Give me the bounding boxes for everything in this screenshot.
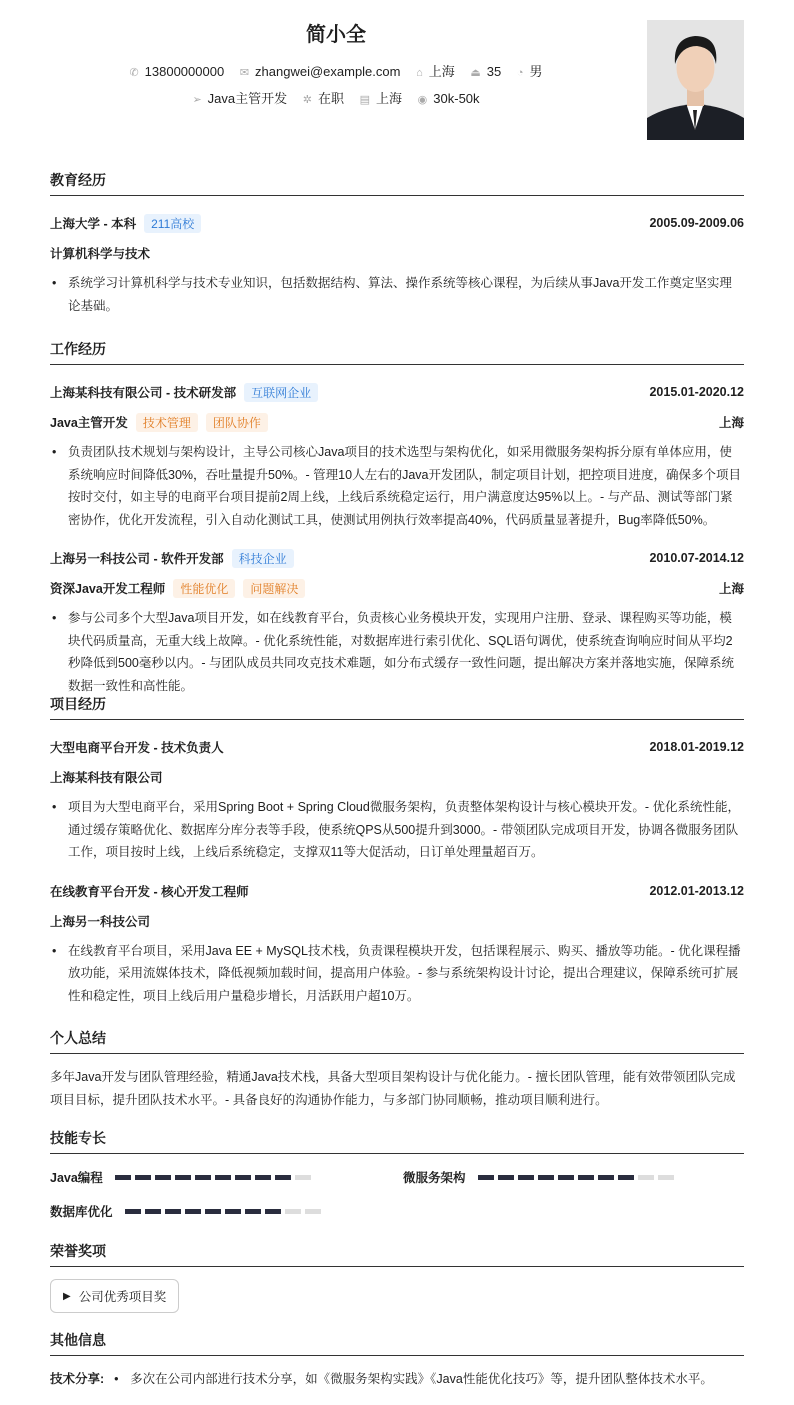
age: 35 (486, 64, 502, 79)
skill-segment-filled (235, 1175, 251, 1180)
role-tag: 技术管理 (136, 413, 198, 432)
education-section (50, 170, 744, 317)
gender-icon: ◔ (516, 67, 524, 79)
skill-segment-filled (225, 1209, 241, 1214)
skill-segment-empty (658, 1175, 674, 1180)
school: 上海大学 - 本科 (50, 217, 137, 231)
project-company: 上海某科技有限公司 (50, 771, 163, 785)
work-item (50, 543, 744, 697)
skill-segment-filled (265, 1209, 281, 1214)
skill-segment-filled (145, 1209, 161, 1214)
role-tag: 问题解决 (243, 579, 305, 598)
role-tag: 性能优化 (173, 579, 235, 598)
project-item (50, 876, 744, 1008)
position: Java主管开发 (207, 91, 288, 106)
section-title: 荣誉奖项 (50, 1241, 744, 1267)
work-item (50, 377, 744, 531)
skill-level-bar (125, 1209, 321, 1214)
skill-segment-filled (135, 1175, 151, 1180)
contact-info (0, 61, 672, 80)
skill-name: 数据库优化 (50, 1205, 113, 1219)
skill-segment-filled (115, 1175, 131, 1180)
section-title: 其他信息 (50, 1330, 744, 1356)
section-title: 技能专长 (50, 1128, 744, 1154)
salary: 30k-50k (433, 91, 480, 106)
work-desc: • 参与公司多个大型Java项目开发，如在线教育平台，负责核心业务模块开发，实现用户注册、登录、课程购买等功能，模块代码质量高，无重大线上故障。- 优化系统性能，对数据库进行索引优化、SQL语句调优，使系统查询响应时间从平均2秒降低到500毫秒以内。- 与团队成员共同攻克技术难题，如分布式缓存一致性问题，提出解决方案并落地实施，保障系统数据一致性和高性能。 (50, 607, 744, 697)
skill-level-bar (478, 1175, 674, 1180)
candidate-name: 简小全 (306, 24, 366, 46)
work-city: 上海 (718, 582, 744, 596)
skill-segment-filled (255, 1175, 271, 1180)
project-desc: • 在线教育平台项目，采用Java EE + MySQL技术栈，负责课程模块开发，包括课程展示、购买、播放等功能。- 优化课程播放功能，采用流媒体技术，降低视频加载时间，提高用户体验。- 参与系统架构设计讨论，提出合理建议，保障系统可扩展性和稳定性，项目上线后用户量稳步增长，月活跃用户超10万。 (50, 940, 744, 1008)
project-name: 大型电商平台开发 - 技术负责人 (50, 741, 224, 755)
company: 上海另一科技公司 - 软件开发部 (50, 552, 224, 566)
skill-segment-filled (165, 1209, 181, 1214)
role: 资深Java开发工程师 (50, 582, 166, 596)
cake-icon: ⏏ (470, 67, 481, 79)
skill-segment-filled (215, 1175, 231, 1180)
skill-segment-empty (295, 1175, 311, 1180)
building-icon: ▤ (359, 94, 371, 106)
status: 在职 (317, 91, 344, 106)
section-title: 项目经历 (50, 694, 744, 720)
skill-segment-filled (498, 1175, 514, 1180)
phone-icon: ✆ (129, 67, 139, 79)
section-title: 工作经历 (50, 339, 744, 365)
skills-section (50, 1128, 744, 1228)
project-date: 2012.01-2013.12 (649, 883, 744, 898)
skill-segment-filled (578, 1175, 594, 1180)
project-desc: • 项目为大型电商平台，采用Spring Boot + Spring Cloud微服务架构，负责整体架构设计与核心模块开发。- 优化系统性能，通过缓存策略优化、数据库分库分表等手段，使系统QPS从500提升到3000。- 带领团队完成项目开发，协调各微服务团队工作，项目按时上线，上线后系统稳定，支撑双11等大促活动，日订单处理量超百万。 (50, 796, 744, 864)
send-icon: ➢ (192, 94, 202, 106)
skill-segment-filled (205, 1209, 221, 1214)
company-tag: 互联网企业 (244, 383, 318, 402)
status-icon: ✲ (302, 94, 312, 106)
work-section (50, 339, 744, 697)
major: 计算机科学与技术 (50, 247, 151, 261)
skill-segment-filled (185, 1209, 201, 1214)
company-tag: 科技企业 (232, 549, 294, 568)
skill-segment-filled (478, 1175, 494, 1180)
summary-text: 多年Java开发与团队管理经验，精通Java技术栈，具备大型项目架构设计与优化能力。- 擅长团队管理，能有效带领团队完成项目目标，提升团队技术水平。- 具备良好的沟通协作能力，与多部门协同顺畅，推动项目顺利进行。 (50, 1070, 736, 1107)
work-date: 2010.07-2014.12 (649, 551, 744, 565)
skill-segment-filled (558, 1175, 574, 1180)
edu-desc: • 系统学习计算机科学与技术专业知识，包括数据结构、算法、操作系统等核心课程，为后续从事Java开发工作奠定坚实理论基础。 (50, 272, 744, 317)
skill-segment-filled (245, 1209, 261, 1214)
home-icon: ⌂ (416, 67, 423, 79)
project-name: 在线教育平台开发 - 核心开发工程师 (50, 884, 249, 899)
work-desc: • 负责团队技术规划与架构设计，主导公司核心Java项目的技术选型与架构优化，如采用微服务架构拆分原有单体应用，使系统响应时间降低30%，吞吐量提升50%。- 管理10人左右的Java开发团队，制定项目计划，把控项目进度，确保多个项目按时交付，如主导的电商平台项目提前2周上线，上线后系统稳定运行，用户满意度达95%以上。- 与产品、测试等部门紧密协作，优化开发流程，引入自动化测试工具，使测试用例执行效率提高40%，代码质量显著提升，Bug率降低50%。 (50, 441, 744, 531)
skill-segment-filled (618, 1175, 634, 1180)
role-tag: 团队协作 (206, 413, 268, 432)
award-name: 公司优秀项目奖 (78, 1290, 167, 1304)
skill-segment-filled (275, 1175, 291, 1180)
award-item[interactable] (50, 1279, 179, 1313)
skill-segment-empty (638, 1175, 654, 1180)
section-title: 教育经历 (50, 170, 744, 196)
section-title: 个人总结 (50, 1028, 744, 1054)
role: Java主管开发 (50, 416, 128, 430)
phone: 13800000000 (144, 64, 225, 79)
skill-segment-empty (285, 1209, 301, 1214)
project-date: 2018.01-2019.12 (649, 740, 744, 754)
skill-segment-filled (155, 1175, 171, 1180)
skill-item (50, 1168, 311, 1186)
salary-icon: ◉ (417, 94, 428, 106)
project-item (50, 732, 744, 864)
skill-name: Java编程 (50, 1171, 103, 1185)
skill-segment-filled (195, 1175, 211, 1180)
project-section (50, 694, 744, 1007)
skill-segment-filled (598, 1175, 614, 1180)
awards-section (50, 1241, 744, 1313)
skill-item (403, 1168, 674, 1186)
skill-level-bar (115, 1175, 311, 1180)
resume-header (0, 0, 794, 150)
skill-segment-filled (518, 1175, 534, 1180)
summary-section (50, 1028, 744, 1111)
work-date: 2015.01-2020.12 (649, 385, 744, 399)
other-text: • 多次在公司内部进行技术分享，如《微服务架构实践》《Java性能优化技巧》等，提升团队整体技术水平。 (112, 1368, 713, 1391)
skill-item (50, 1202, 321, 1220)
mail-icon: ✉ (239, 67, 250, 79)
email: zhangwei@example.com (255, 64, 401, 79)
skill-segment-filled (175, 1175, 191, 1180)
company: 上海某科技有限公司 - 技术研发部 (50, 386, 237, 400)
skill-segment-empty (305, 1209, 321, 1214)
location: 上海 (428, 64, 455, 79)
edu-date: 2005.09-2009.06 (649, 216, 744, 230)
other-section (50, 1330, 744, 1391)
gender: 男 (529, 64, 543, 79)
school-tag: 211高校 (144, 214, 201, 233)
work-city: 上海 (376, 91, 403, 106)
project-company: 上海另一科技公司 (50, 914, 151, 929)
skill-segment-filled (538, 1175, 554, 1180)
avatar-photo (647, 20, 744, 140)
other-label: 技术分享: (50, 1372, 105, 1386)
job-intent (0, 88, 672, 107)
skill-segment-filled (125, 1209, 141, 1214)
work-city: 上海 (718, 416, 744, 430)
skill-name: 微服务架构 (403, 1171, 466, 1185)
play-icon: ▶ (63, 1290, 71, 1302)
